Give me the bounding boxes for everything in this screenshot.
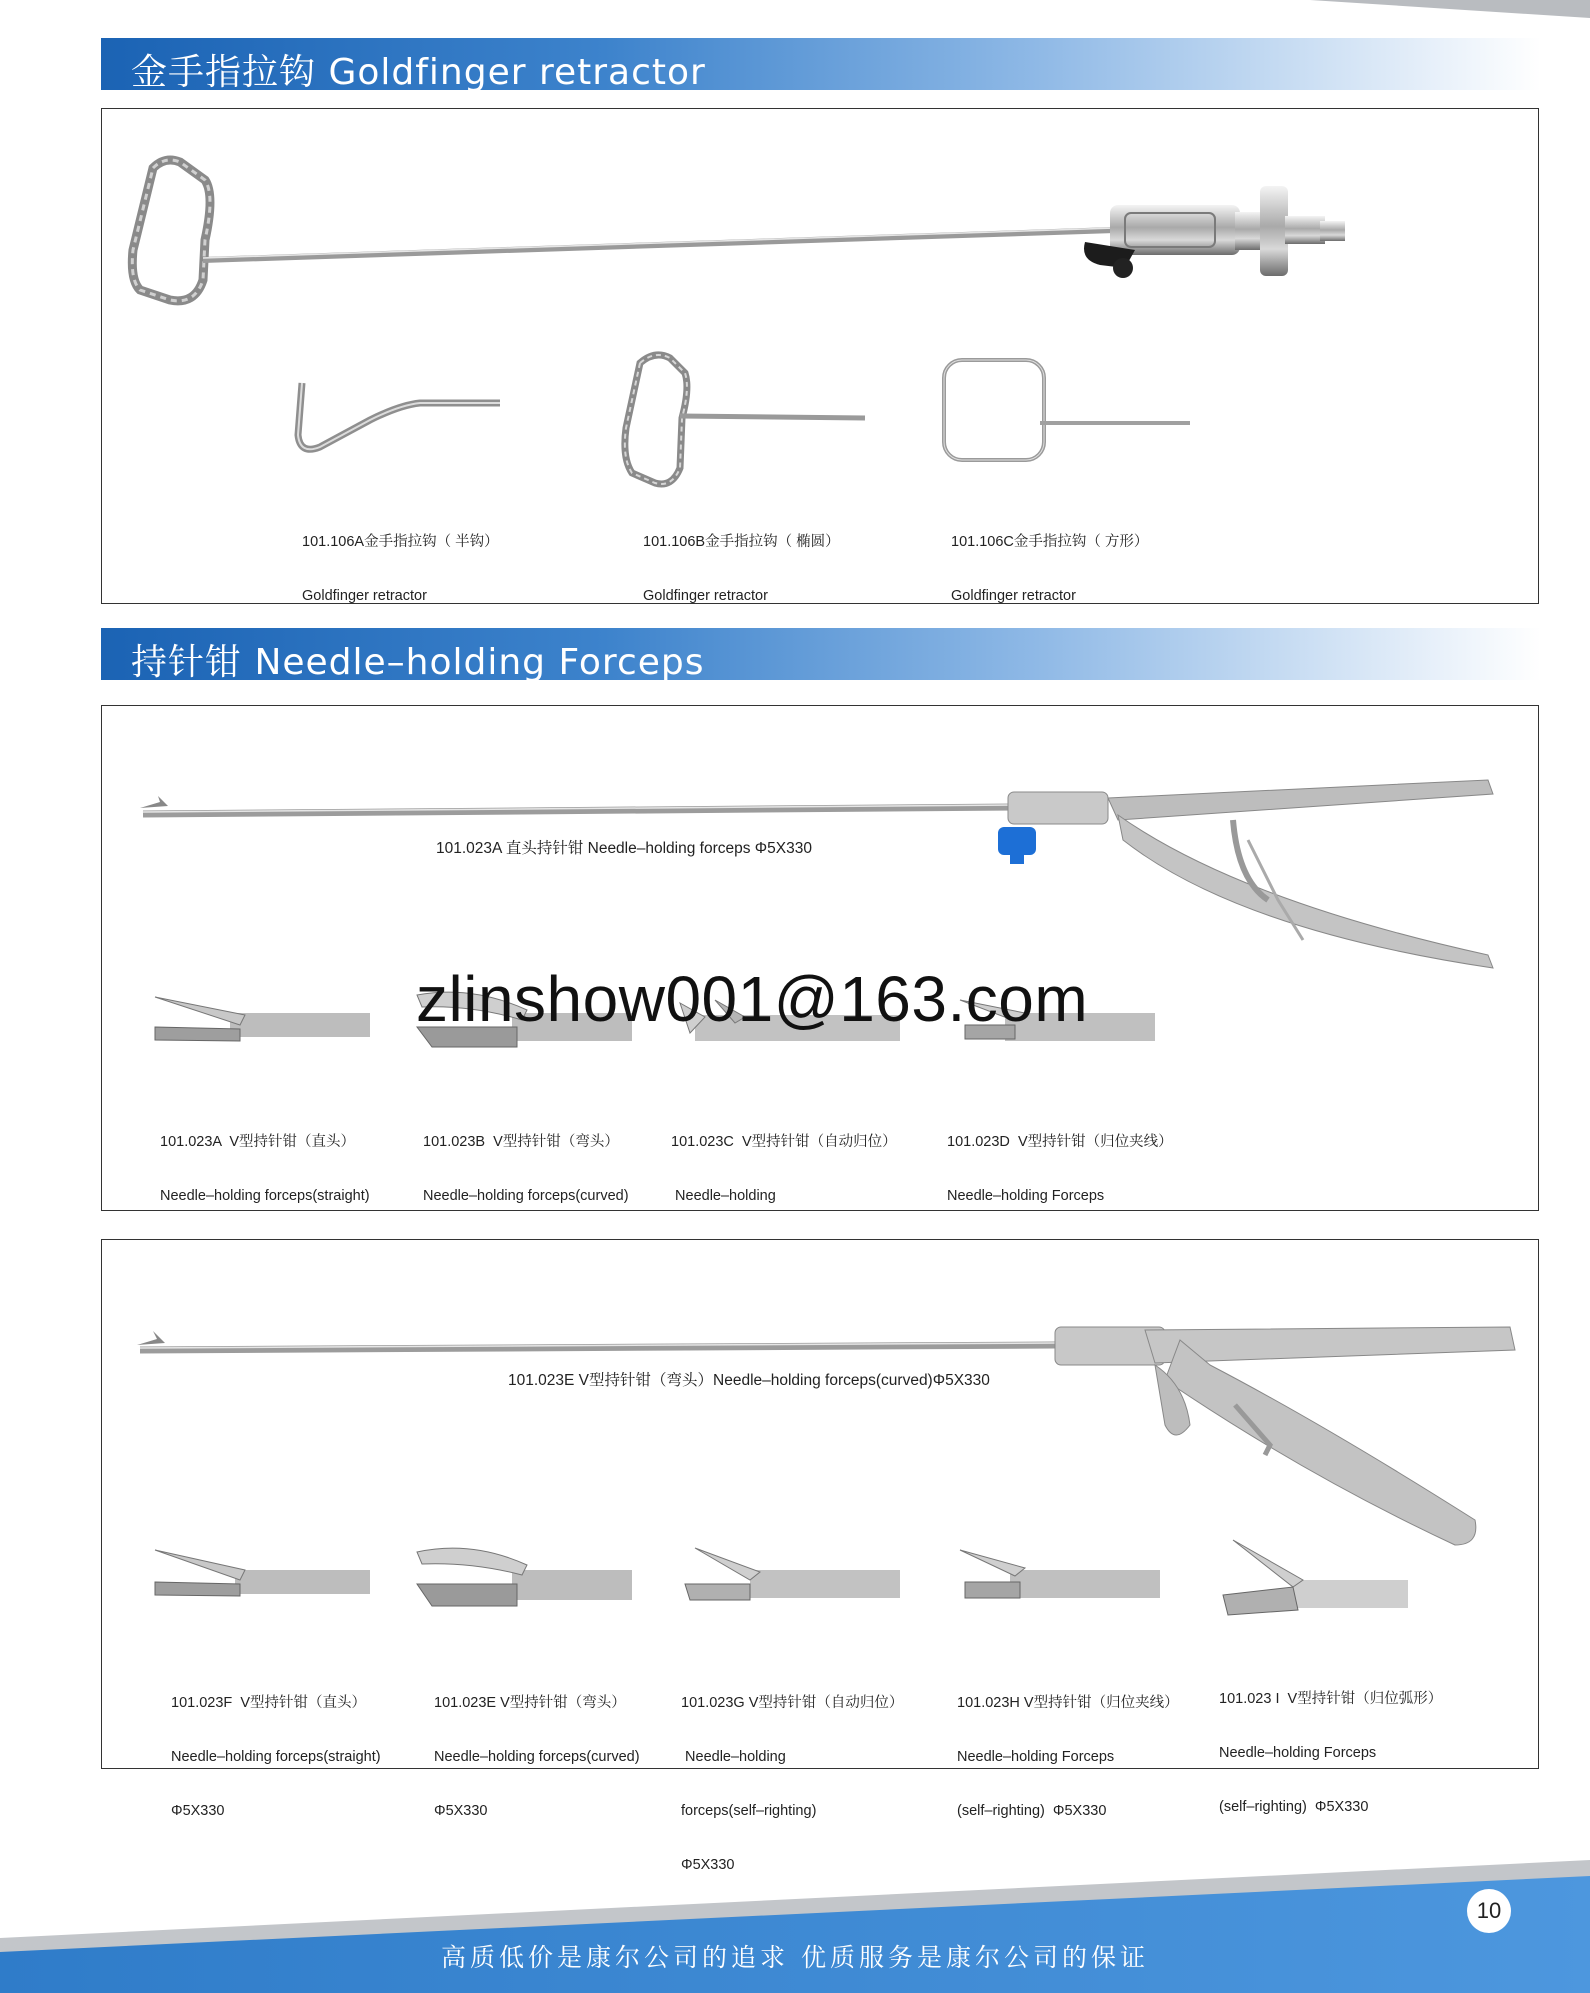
caption-line: Goldfinger retractor [951,588,1076,604]
caption-tip-023e [434,1658,640,1838]
caption-tip-023g [681,1658,903,1892]
caption-line: 101.023C V型持针钳（自动归位） [671,1134,897,1150]
watermark-email: zlinshow001@163.com [416,963,1089,1035]
caption-line: 101.023H V型持针钳（归位夹线） [957,1695,1179,1711]
section-header-goldfinger [101,38,1541,93]
retractor-106a-image [290,375,510,460]
caption-line: Needle–holding forceps(straight) [171,1749,381,1765]
caption-line: 101.023B V型持针钳（弯头） [423,1134,619,1150]
goldfinger-retractor-image [125,150,1515,310]
corner-decoration [1270,0,1590,22]
main-caption-023e: 101.023E V型持针钳（弯头）Needle–holding forceps(curved)Φ5X330 [508,1372,990,1389]
tip-023g-image [680,1540,905,1615]
section-header-needle [101,628,1541,683]
section-title: 持针钳 Needle–holding Forceps [131,642,705,683]
caption-line: Needle–holding forceps(curved) [423,1188,629,1204]
caption-line: 101.023A V型持针钳（直头） [160,1134,356,1150]
retractor-106b-image [620,348,870,493]
tip-023a-image [150,985,375,1055]
caption-106c [951,497,1148,623]
caption-line: Needle–holding [671,1188,776,1204]
caption-line: Needle–holding Forceps [1219,1745,1377,1761]
main-caption-023a: 101.023A 直头持针钳 Needle–holding forceps Φ5X330 [436,840,812,857]
caption-line: 101.023D V型持针钳（归位夹线） [947,1134,1173,1150]
caption-line: Goldfinger retractor [302,588,427,604]
caption-line: 101.023 I V型持针钳（归位弧形） [1219,1691,1443,1707]
caption-line: Needle–holding forceps(curved) [434,1749,640,1765]
caption-line: forceps(self–righting) [681,1803,817,1819]
forceps-023e-image [135,1305,1515,1555]
caption-tip-023i [1219,1654,1442,1834]
caption-line: 101.106B金手指拉钩（ 椭圆） [643,534,840,550]
caption-line: Φ5X330 [681,1857,735,1873]
caption-tip-023h [957,1658,1179,1838]
retractor-106c-image [940,355,1200,465]
caption-line: 101.023F V型持针钳（直头） [171,1695,366,1711]
caption-line: (self–righting) Φ5X330 [1219,1799,1369,1815]
tip-023f-image [150,1540,375,1610]
tip-023h-image [955,1540,1165,1615]
page-number: 10 [1467,1889,1511,1933]
caption-line: 101.023E V型持针钳（弯头） [434,1695,626,1711]
caption-106a [302,497,499,623]
caption-line: Needle–holding forceps(straight) [160,1188,370,1204]
caption-line: Φ5X330 [171,1803,225,1819]
tip-023e-image [412,1540,637,1620]
caption-line: Φ5X330 [434,1803,488,1819]
tip-023i-image [1218,1535,1413,1625]
caption-line: 101.106C金手指拉钩（ 方形） [951,534,1149,550]
forceps-023a-image [138,770,1508,980]
caption-line: Goldfinger retractor [643,588,768,604]
caption-line: 101.023G V型持针钳（自动归位） [681,1695,904,1711]
footer-slogan: 高质低价是康尔公司的追求 优质服务是康尔公司的保证 [441,1943,1149,1972]
caption-line: Needle–holding Forceps [957,1749,1115,1765]
caption-line: (self–righting) Φ5X330 [957,1803,1107,1819]
caption-tip-023f [171,1658,381,1838]
section-title: 金手指拉钩 Goldfinger retractor [131,52,706,93]
caption-line: Needle–holding Forceps [947,1188,1105,1204]
caption-line: Needle–holding [681,1749,786,1765]
caption-line: 101.106A金手指拉钩（ 半钩） [302,534,499,550]
caption-106b [643,497,840,623]
